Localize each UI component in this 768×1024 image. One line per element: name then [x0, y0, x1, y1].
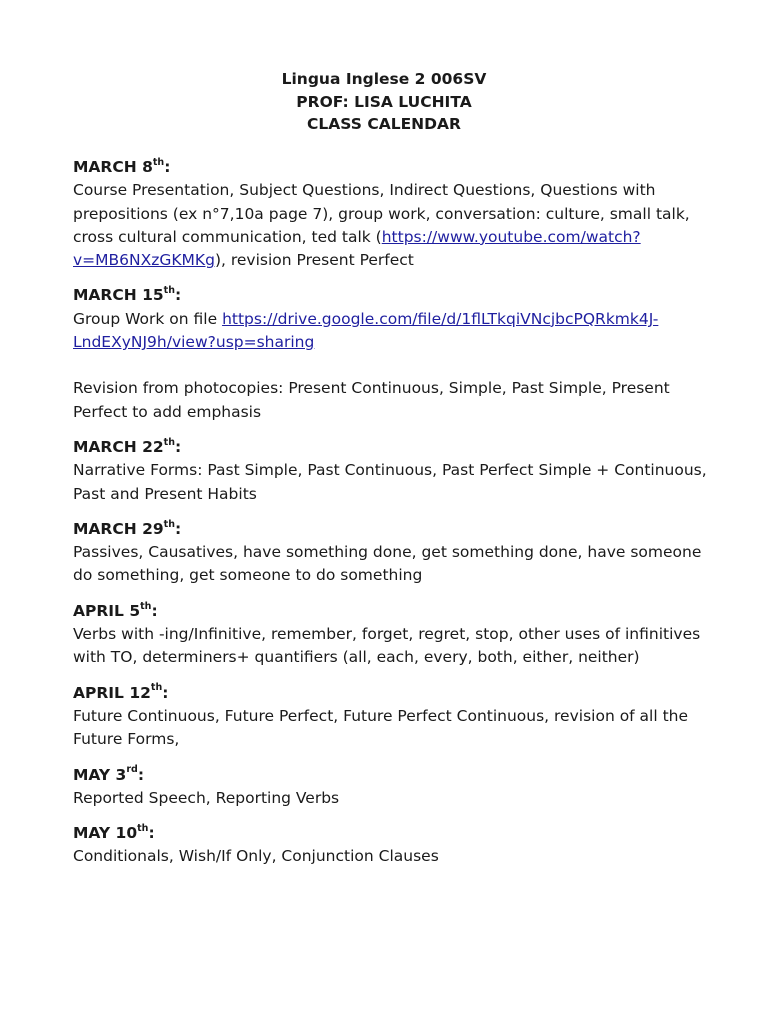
entry-description: Reported Speech, Reporting Verbs — [73, 788, 340, 807]
calendar-entries — [73, 156, 713, 881]
calendar-title: CLASS CALENDAR — [307, 115, 461, 133]
entry-date: MARCH 22th: — [73, 436, 182, 456]
calendar-entry — [73, 436, 713, 506]
date-ordinal-suffix: th — [150, 682, 163, 694]
date-ordinal-suffix: th — [152, 156, 165, 168]
calendar-entry — [73, 764, 713, 811]
entry-date: MARCH 29th: — [73, 518, 182, 538]
entry-date: MARCH 15th: — [73, 285, 182, 305]
calendar-entry — [73, 682, 713, 752]
course-title: Lingua Inglese 2 006SV — [281, 70, 487, 88]
entry-description: Course Presentation, Subject Questions, Indirect Questions, Questions with prepositions (ex n°7,10a page 7), group work, conversation: culture, small talk, cross cultural communication, ted talk (https://www.youtube.com/watch?v=MB6NXzGKMKg), revision Present Perfect — [73, 181, 690, 270]
youtube-link[interactable]: https://www.youtube.com/watch?v=MB6NXzGKMKg — [73, 227, 641, 270]
entry-date: MAY 10th: — [73, 822, 155, 843]
calendar-entry — [73, 156, 713, 272]
document-header — [0, 68, 768, 136]
entry-description: Passives, Causatives, have something done, get something done, have someone do something, get someone to do something — [73, 543, 702, 585]
entry-description: Verbs with -ing/Infinitive, remember, forget, regret, stop, other uses of infinitives with TO, determiners+ quantifiers (all, each, every, both, either, neither) — [73, 625, 701, 667]
date-ordinal-suffix: th — [163, 518, 175, 530]
entry-date: APRIL 12th: — [73, 682, 169, 702]
calendar-entry — [73, 518, 713, 588]
date-ordinal-suffix: th — [163, 285, 175, 297]
entry-date: MARCH 8th: — [73, 156, 171, 176]
date-ordinal-suffix: th — [137, 822, 149, 834]
date-ordinal-suffix: rd — [126, 764, 138, 776]
calendar-entry — [73, 284, 713, 423]
professor-name: PROF: LISA LUCHITA — [296, 92, 472, 111]
entry-description: Future Continuous, Future Perfect, Future Perfect Continuous, revision of all the Future Forms, — [73, 706, 689, 749]
calendar-entry — [73, 600, 713, 670]
entry-date: MAY 3rd: — [73, 764, 145, 784]
entry-description: Conditionals, Wish/If Only, Conjunction Clauses — [73, 847, 439, 866]
entry-description: Narrative Forms: Past Simple, Past Continuous, Past Perfect Simple + Continuous, Past and Present Habits — [73, 461, 707, 503]
entry-extra-paragraph: Revision from photocopies: Present Continuous, Simple, Past Simple, Present Perfect to add emphasis — [73, 379, 670, 421]
date-ordinal-suffix: th — [163, 436, 175, 448]
entry-description: Group Work on file https://drive.google.com/file/d/1flLTkqiVNcjbcPQRkmk4J-LndEXyNJ9h/view?usp=sharing — [73, 309, 659, 352]
google-drive-link[interactable]: https://drive.google.com/file/d/1flLTkqiVNcjbcPQRkmk4J-LndEXyNJ9h/view?usp=sharing — [73, 309, 659, 352]
date-ordinal-suffix: th — [140, 600, 152, 612]
entry-date: APRIL 5th: — [73, 600, 158, 620]
calendar-entry — [73, 822, 713, 869]
